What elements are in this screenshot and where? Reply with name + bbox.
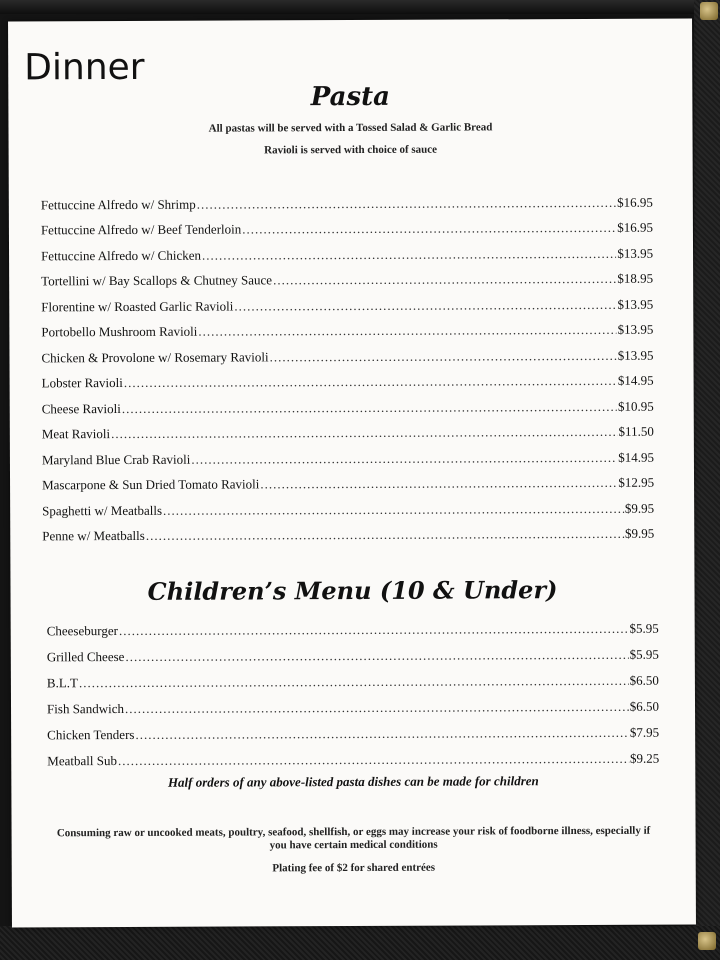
menu-item [11, 715, 659, 744]
leader-dots [119, 621, 629, 639]
menu-item [11, 637, 659, 666]
menu-item [9, 210, 653, 238]
leader-dots [124, 373, 617, 391]
binder-corner-icon [700, 2, 718, 20]
menu-item-price: $9.95 [624, 500, 655, 516]
menu-item-name: B.L.T [46, 675, 79, 691]
menu-item-price: $14.95 [618, 449, 654, 465]
menu-item-price: $12.95 [618, 474, 655, 490]
page-heading: Dinner [24, 46, 145, 89]
leader-dots [79, 673, 629, 691]
menu-item-price: $9.95 [624, 525, 655, 541]
menu-item-price: $13.95 [617, 321, 654, 337]
pasta-item-list [9, 185, 695, 545]
leader-dots [118, 751, 629, 769]
foodborne-illness-warning: Consuming raw or uncooked meats, poultry, seafood, shellfish, or eggs may increase your risk of foodborne illness, especially if you have certain medical conditions [56, 824, 651, 852]
leader-dots [135, 725, 629, 743]
menu-item [10, 491, 654, 519]
leader-dots [273, 271, 616, 288]
menu-item [10, 363, 654, 391]
menu-item-name: Chicken Tenders [47, 726, 135, 743]
menu-item-price: $5.95 [629, 646, 659, 662]
menu-item [11, 663, 659, 692]
menu-item [9, 312, 653, 340]
binder-right-edge [694, 0, 720, 960]
menu-item-name: Fish Sandwich [46, 700, 124, 717]
leader-dots [191, 449, 617, 467]
pasta-note-ravioli: Ravioli is served with choice of sauce [264, 143, 438, 157]
leader-dots [242, 220, 616, 238]
menu-item-price: $5.95 [629, 620, 659, 636]
menu-item-name: Grilled Cheese [46, 648, 125, 665]
binder-corner-icon [698, 932, 716, 950]
menu-item [9, 185, 653, 213]
leader-dots [122, 398, 617, 416]
childrens-menu-title: Children’s Menu (10 & Under) [147, 575, 558, 606]
plating-fee-note: Plating fee of $2 for shared entrées [272, 861, 436, 875]
binder-bottom-edge [0, 926, 720, 960]
menu-item [11, 741, 659, 770]
menu-item-name: Florentine w/ Roasted Garlic Ravioli [41, 298, 234, 314]
menu-item [10, 440, 654, 468]
pasta-note-salad: All pastas will be served with a Tossed Salad & Garlic Bread [208, 121, 493, 135]
menu-item [9, 261, 653, 289]
leader-dots [234, 296, 616, 314]
childrens-item-list [11, 611, 696, 770]
menu-item-name: Cheeseburger [46, 623, 118, 639]
menu-item-name: Fettuccine Alfredo w/ Chicken [41, 247, 202, 263]
menu-item-name: Meat Ravioli [41, 426, 111, 442]
menu-item-price: $10.95 [617, 398, 654, 414]
menu-item [9, 338, 653, 366]
menu-item [10, 465, 654, 493]
half-orders-note: Half orders of any above-listed pasta dishes can be made for children [167, 773, 539, 790]
menu-item-name: Maryland Blue Crab Ravioli [41, 451, 191, 467]
menu-item-price: $9.25 [629, 750, 660, 766]
menu-item [11, 611, 659, 640]
menu-item-price: $11.50 [618, 423, 654, 439]
menu-page [8, 19, 696, 928]
menu-item [10, 389, 654, 417]
leader-dots [198, 322, 616, 340]
leader-dots [197, 194, 616, 212]
leader-dots [125, 647, 628, 665]
pasta-section-title: Pasta [310, 81, 391, 113]
menu-item-name: Mascarpone & Sun Dried Tomato Ravioli [42, 476, 260, 493]
leader-dots [202, 245, 616, 263]
menu-item [9, 287, 653, 315]
menu-item-price: $16.95 [617, 194, 653, 210]
binder-top-edge [0, 0, 720, 14]
menu-item-price: $13.95 [617, 245, 654, 261]
menu-item-name: Spaghetti w/ Meatballs [42, 502, 163, 518]
menu-item-name: Fettuccine Alfredo w/ Beef Tenderloin [40, 221, 242, 238]
menu-item-name: Chicken & Provolone w/ Rosemary Ravioli [41, 348, 269, 365]
menu-item-price: $6.50 [629, 698, 660, 714]
leader-dots [125, 699, 629, 717]
menu-item-price: $13.95 [617, 296, 654, 312]
menu-item-price: $18.95 [617, 270, 654, 286]
leader-dots [260, 475, 617, 493]
menu-item-name: Portobello Mushroom Ravioli [41, 323, 198, 340]
menu-item [9, 236, 653, 264]
menu-item-price: $16.95 [617, 219, 653, 235]
menu-item-name: Tortellini w/ Bay Scallops & Chutney Sauce [41, 272, 273, 289]
leader-dots [270, 347, 617, 365]
menu-item [11, 689, 659, 718]
leader-dots [146, 526, 624, 544]
menu-item-price: $13.95 [617, 347, 654, 363]
menu-item-name: Cheese Ravioli [41, 400, 121, 416]
leader-dots [111, 424, 618, 442]
menu-item-price: $7.95 [629, 724, 660, 740]
menu-item-name: Lobster Ravioli [41, 374, 123, 391]
menu-item-name: Fettuccine Alfredo w/ Shrimp [40, 196, 196, 212]
leader-dots [163, 500, 624, 518]
menu-item [10, 516, 654, 544]
menu-item-price: $6.50 [629, 672, 659, 688]
menu-item [10, 414, 654, 442]
menu-item-name: Meatball Sub [47, 753, 117, 769]
menu-item-price: $14.95 [617, 372, 654, 388]
menu-item-name: Penne w/ Meatballs [42, 527, 145, 544]
